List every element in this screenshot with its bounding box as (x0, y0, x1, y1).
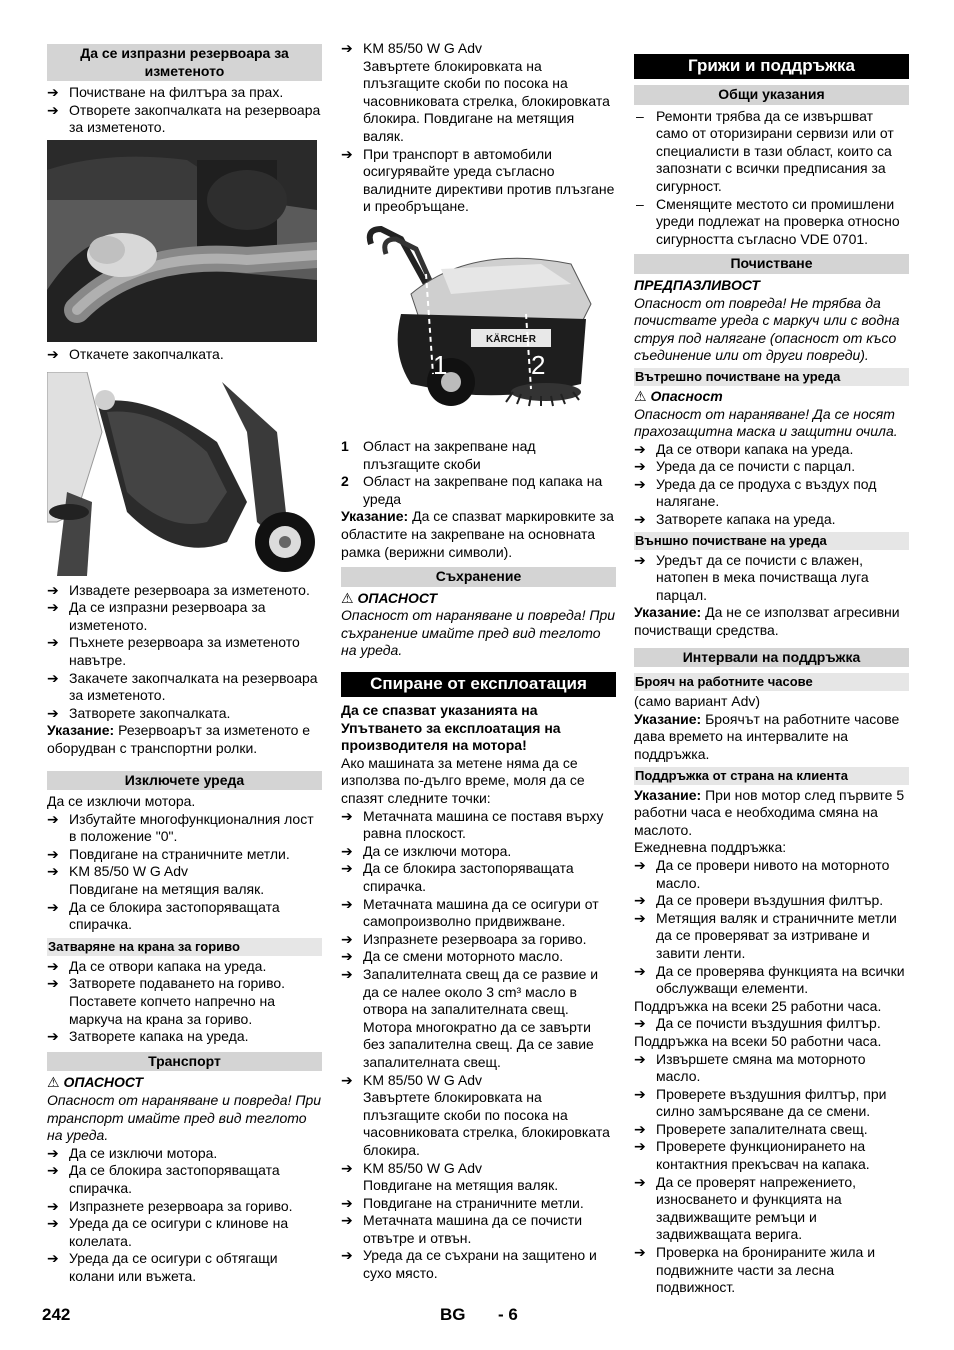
arrow-icon: ➔ (47, 810, 59, 827)
note: Указание: Да се спазват маркировките за областите на закрепване на основната рамка (верижни символи). (341, 508, 614, 560)
list-item: ➔ При транспорт в автомобили осигурявайте уреда съгласно валидните директиви против плъзгане и преобръщане. (341, 145, 615, 215)
list-item: ➔ Да се смени моторното масло. (341, 948, 564, 965)
column-3 (634, 40, 909, 1297)
note: Указание: Да не се използват агресивни почистващи средства. (634, 604, 900, 639)
list-item: ➔ Изпразнете резервоара за гориво. (47, 1197, 293, 1214)
arrow-icon: ➔ (47, 898, 59, 915)
column-2 (341, 40, 616, 1283)
section-title-transport: Транспорт (47, 1052, 322, 1072)
list-item: ➔ Затворете капака на уреда. (47, 1028, 249, 1045)
danger-label: ⚠ Опасност (634, 387, 723, 404)
list-item: ➔ Да се изключи мотора. (47, 1144, 218, 1161)
step-list (47, 811, 322, 881)
list-item: ➔ KM 85/50 W G Adv (341, 1159, 483, 1176)
list-item: ➔ Затворете закопчалката. (47, 704, 231, 721)
list-item: – Сменящите местото си промишлени уреди подлежат на проверка относно сигурността съгласно VDE 0701. (636, 195, 900, 247)
list-item: ➔ Уреда да се съхрани на защитено и сухо място. (341, 1247, 597, 1282)
photo-container-remove (47, 372, 322, 576)
machine-figure (341, 224, 616, 432)
list-item: ➔ Проверете функционирането на контактния прекъсвач на капака. (634, 1138, 870, 1173)
arrow-icon: ➔ (47, 634, 59, 651)
list-item: ➔ Метящия валяк и страничните метли да се проверяват за изтриване и завити ленти. (634, 909, 897, 961)
brand-label: KÄRCHER (486, 333, 536, 345)
arrow-icon: ➔ (634, 458, 646, 475)
danger-text: Опасност от нараняване! Да се носят прахозащитна маска и защитни очила. (634, 405, 898, 440)
arrow-icon: ➔ (634, 1085, 646, 1102)
list-item: ➔ Да се отвори капака на уреда. (47, 957, 267, 974)
arrow-icon: ➔ (47, 1028, 59, 1045)
danger-label: ⚠ ОПАСНОСТ (47, 1074, 144, 1091)
step-list (634, 552, 909, 605)
warning-icon: ⚠ (341, 589, 358, 606)
step-continuation: Завъртете блокировката на плъзгащите скоби по посока на часовниковата стрелка, блокировката блокира. (363, 1089, 610, 1158)
arrow-icon: ➔ (341, 965, 353, 982)
list-item: ➔ Повдигане на страничните метли. (341, 1194, 584, 1211)
arrow-icon: ➔ (47, 845, 59, 862)
arrow-icon: ➔ (341, 1212, 353, 1229)
list-item: ➔ Затворете капака на уреда. (634, 511, 836, 528)
arrow-icon: ➔ (47, 1144, 59, 1161)
list-item: ➔ Закачете закопчалката на резервоара за изметеното. (47, 669, 318, 704)
list-item: ➔ Да се изключи мотора. (341, 842, 512, 859)
list-item: ➔ Да се отвори капака на уреда. (634, 440, 854, 457)
subsection-title-internal-cleaning: Вътрешно почистване на уреда (634, 368, 909, 386)
figure-label-2: 2 (531, 349, 546, 380)
list-item: ➔ Извършете смяна ма моторното масло. (634, 1050, 866, 1085)
arrow-icon: ➔ (47, 101, 59, 118)
list-item: ➔ Уреда да се почисти с парцал. (634, 458, 856, 475)
note: Указание: Броячът на работните часове дава времето на интервалите на поддръжка. (634, 710, 900, 762)
arrow-icon: ➔ (47, 581, 59, 598)
step-list (47, 958, 322, 993)
list-item: ➔ Почистване на филтъра за прах. (47, 84, 284, 101)
list-item: ➔ Да се блокира застопоряващата спирачка. (47, 1162, 280, 1196)
step-list (634, 1051, 909, 1297)
arrow-icon: ➔ (341, 1159, 353, 1176)
dash-marker: – (636, 195, 644, 212)
step-continuation: Поставете копчето напречно на маркуча на крана за гориво. (69, 993, 276, 1027)
paragraph: Ако машината за метене няма да се използва по-дълго време, моля да се спазят следните точки: (341, 754, 585, 807)
arrow-icon: ➔ (341, 948, 353, 965)
arrow-icon: ➔ (634, 1244, 646, 1261)
arrow-icon: ➔ (634, 909, 646, 926)
arrow-icon: ➔ (634, 1138, 646, 1155)
list-item: ➔ Метачната машина да се осигури от самопроизволно придвижване. (341, 895, 599, 930)
section-title-cleaning: Почистване (634, 254, 909, 274)
step-list (634, 441, 909, 529)
arrow-icon: ➔ (634, 856, 646, 873)
subsection-title-hour-meter: Брояч на работните часове (634, 673, 909, 691)
page-number: 242 (42, 1305, 71, 1324)
step-list (47, 582, 322, 723)
dash-marker: – (636, 107, 644, 124)
arrow-icon: ➔ (47, 1250, 59, 1267)
arrow-icon: ➔ (634, 475, 646, 492)
warning-icon: ⚠ (47, 1074, 64, 1091)
column-1 (47, 40, 322, 1286)
subsection-title-customer-maintenance: Поддръжка от страна на клиента (634, 767, 909, 785)
step-list (47, 1145, 322, 1286)
paragraph: (само вариант Adv) (634, 693, 761, 710)
list-item: ➔ Отворете закопчалката на резервоара за изметеното. (47, 101, 321, 136)
arrow-icon: ➔ (634, 551, 646, 568)
list-item: ➔ Да се блокира застопоряващата спирачка. (47, 898, 280, 933)
step-continuation: Завъртете блокировката на плъзгащите скоби по посока на часовниковата стрелка, блокировката блокира. Повдигане на метящия валяк. (363, 57, 610, 144)
list-item: 1 Област на закрепване над плъзгащите скоби (341, 437, 536, 472)
list-item: ➔ Да се провери въздушния филтър. (634, 892, 884, 909)
list-item: ➔ Проверка на бронираните жила и подвижните части за лесна подвижност. (634, 1244, 876, 1296)
dash-list (634, 108, 909, 249)
arrow-icon: ➔ (634, 1050, 646, 1067)
arrow-icon: ➔ (634, 440, 646, 457)
step-list (341, 40, 616, 58)
list-item: ➔ Избутайте многофункционалния лост в положение "0". (47, 810, 314, 845)
arrow-icon: ➔ (341, 1194, 353, 1211)
sweeper-machine-illustration (341, 224, 616, 432)
caution-label: ПРЕДПАЗЛИВОСТ (634, 276, 760, 293)
arrow-icon: ➔ (341, 1071, 353, 1088)
arrow-icon: ➔ (47, 669, 59, 686)
list-item: ➔ Проверете запалителната свещ. (634, 1120, 868, 1137)
list-item: ➔ Уреда да се продуха с въздух под налягане. (634, 475, 877, 510)
list-item: ➔ KM 85/50 W G Adv (47, 863, 189, 880)
list-item: ➔ KM 85/50 W G Adv (341, 40, 483, 56)
caution-text: Опасност от повреда! Не трябва да почиствате уреда с маркуч или с водна струя под налягане (опасност от късо съединение или от други повреди). (634, 294, 900, 364)
bold-instruction: Да се спазват указанията на Упътването за експлоатация на производителя на мотора! (341, 702, 561, 754)
chapter-title-care-maintenance: Грижи и поддръжка (634, 54, 909, 79)
paragraph: Ежедневна поддръжка: (634, 839, 787, 856)
arrow-icon: ➔ (341, 40, 353, 56)
list-item: ➔ Уреда да се осигури с клинове на колелата. (47, 1215, 289, 1249)
list-item: ➔ Метачната машина да се почисти отвътре и отвън. (341, 1212, 583, 1246)
list-item: ➔ Метачната машина се поставя върху равна плоскост. (341, 807, 604, 842)
figure-legend (341, 438, 616, 508)
list-item: ➔ Извадете резервоара за изметеното. (47, 581, 310, 598)
chapter-title-decommissioning: Спиране от експлоатация (341, 672, 616, 697)
arrow-icon: ➔ (47, 1197, 59, 1214)
step-list (341, 1195, 616, 1283)
subsection-title-external-cleaning: Външно почистване на уреда (634, 532, 909, 550)
paragraph: Поддръжка на всеки 25 работни часа. (634, 997, 882, 1014)
arrow-icon: ➔ (634, 962, 646, 979)
step-list (634, 1015, 909, 1033)
latch-photo-illustration (47, 140, 317, 342)
arrow-icon: ➔ (634, 511, 646, 528)
arrow-icon: ➔ (47, 84, 59, 101)
list-item: ➔ Повдигане на страничните метли. (47, 845, 290, 862)
arrow-icon: ➔ (341, 145, 353, 162)
list-item: ➔ Затворете подаването на гориво. (47, 975, 286, 992)
list-item: ➔ Да се проверява функцията на всички обслужващи елементи. (634, 962, 905, 997)
list-item: – Ремонти трябва да се извършват само от оторизирани сервизи или от специалисти в тази област, които са запознати с всички предписания за сигурност. (636, 107, 894, 194)
list-item: ➔ Да се провери нивото на моторното масло. (634, 856, 890, 891)
step-list (341, 808, 616, 1090)
section-title-switch-off: Изключете уреда (47, 771, 322, 791)
step-list (47, 346, 322, 364)
list-item: ➔ Запалителната свещ да се развие и да се налее около 3 cm³ масло в отвора на запалителната свещ. Мотора многократно да се завърти без запалителна свещ. Да се завие запалителната свещ. (341, 965, 599, 1070)
arrow-icon: ➔ (341, 1247, 353, 1264)
arrow-icon: ➔ (341, 860, 353, 877)
arrow-icon: ➔ (634, 1120, 646, 1137)
arrow-icon: ➔ (341, 842, 353, 859)
danger-text: Опасност от нараняване и повреда! При транспорт имайте пред вид теглото на уреда. (47, 1092, 322, 1144)
step-list (341, 146, 616, 216)
note: Указание: Резервоарът за изметеното е оборудван с транспортни ролки. (47, 722, 311, 756)
list-item: ➔ Да се изпразни резервоара за изметеното. (47, 599, 266, 633)
arrow-icon: ➔ (341, 895, 353, 912)
list-item: ➔ Изпразнете резервоара за гориво. (341, 930, 587, 947)
arrow-icon: ➔ (634, 1173, 646, 1190)
arrow-icon: ➔ (47, 957, 59, 974)
list-item: ➔ Да се проверят напрежението, износването и функцията на задвижващите ремъци и задвижващата верига. (634, 1173, 857, 1243)
arrow-icon: ➔ (47, 599, 59, 616)
arrow-icon: ➔ (341, 807, 353, 824)
language-code: BG (440, 1305, 466, 1324)
danger-text: Опасност от нараняване и повреда! При съхранение имайте пред вид теглото на уреда. (341, 607, 616, 659)
arrow-icon: ➔ (634, 1015, 646, 1032)
step-list (47, 899, 322, 934)
figure-label-1: 1 (433, 349, 448, 380)
section-title-general: Общи указания (634, 85, 909, 105)
section-title-maintenance-intervals: Интервали на поддръжка (634, 648, 909, 668)
arrow-icon: ➔ (47, 1215, 59, 1232)
step-continuation: Повдигане на метящия валяк. (69, 881, 265, 898)
list-item: ➔ Уредът да се почисти с влажен, натопен в мека почистваща луга парцал. (634, 551, 869, 603)
list-item: ➔ Да се блокира застопоряващата спирачка. (341, 860, 574, 894)
section-title-storage: Съхранение (341, 567, 616, 587)
step-continuation: Повдигане на метящия валяк. (363, 1177, 559, 1194)
list-item: ➔ Уреда да се осигури с обтягащи колани или въжета. (47, 1250, 278, 1284)
step-list (341, 1160, 616, 1178)
section-title-empty-container: Да се изпразни резервоара за изметеното (47, 44, 322, 81)
arrow-icon: ➔ (634, 892, 646, 909)
sub-page-number: - 6 (498, 1305, 518, 1324)
step-list (47, 1028, 322, 1046)
step-list (47, 84, 322, 137)
list-item: ➔ Откачете закопчалката. (47, 345, 224, 362)
step-list (634, 857, 909, 998)
list-item: ➔ Проверете въздушния филтър, при силно замърсяване да се смени. (634, 1085, 887, 1120)
arrow-icon: ➔ (341, 930, 353, 947)
paragraph: Поддръжка на всеки 50 работни часа. (634, 1032, 882, 1049)
list-item: 2 Област на закрепване под капака на уреда (341, 473, 603, 507)
list-item: ➔ KM 85/50 W G Adv (341, 1071, 483, 1088)
arrow-icon: ➔ (47, 863, 59, 880)
list-item: ➔ Пъхнете резервоара за изметеното навътре. (47, 634, 300, 668)
warning-icon: ⚠ (634, 387, 651, 404)
remove-container-photo-illustration (47, 372, 317, 576)
arrow-icon: ➔ (47, 704, 59, 721)
arrow-icon: ➔ (47, 1162, 59, 1179)
list-item: ➔ Да се почисти въздушния филтър. (634, 1015, 881, 1032)
arrow-icon: ➔ (47, 975, 59, 992)
danger-label: ⚠ ОПАСНОСТ (341, 589, 438, 606)
photo-container-latch (47, 140, 322, 342)
subsection-title-fuel-tap: Затваряне на крана за гориво (47, 938, 322, 956)
paragraph: Да се изключи мотора. (47, 793, 196, 810)
note: Указание: При нов мотор след първите 5 работни часа е необходима смяна на маслото. (634, 786, 905, 838)
